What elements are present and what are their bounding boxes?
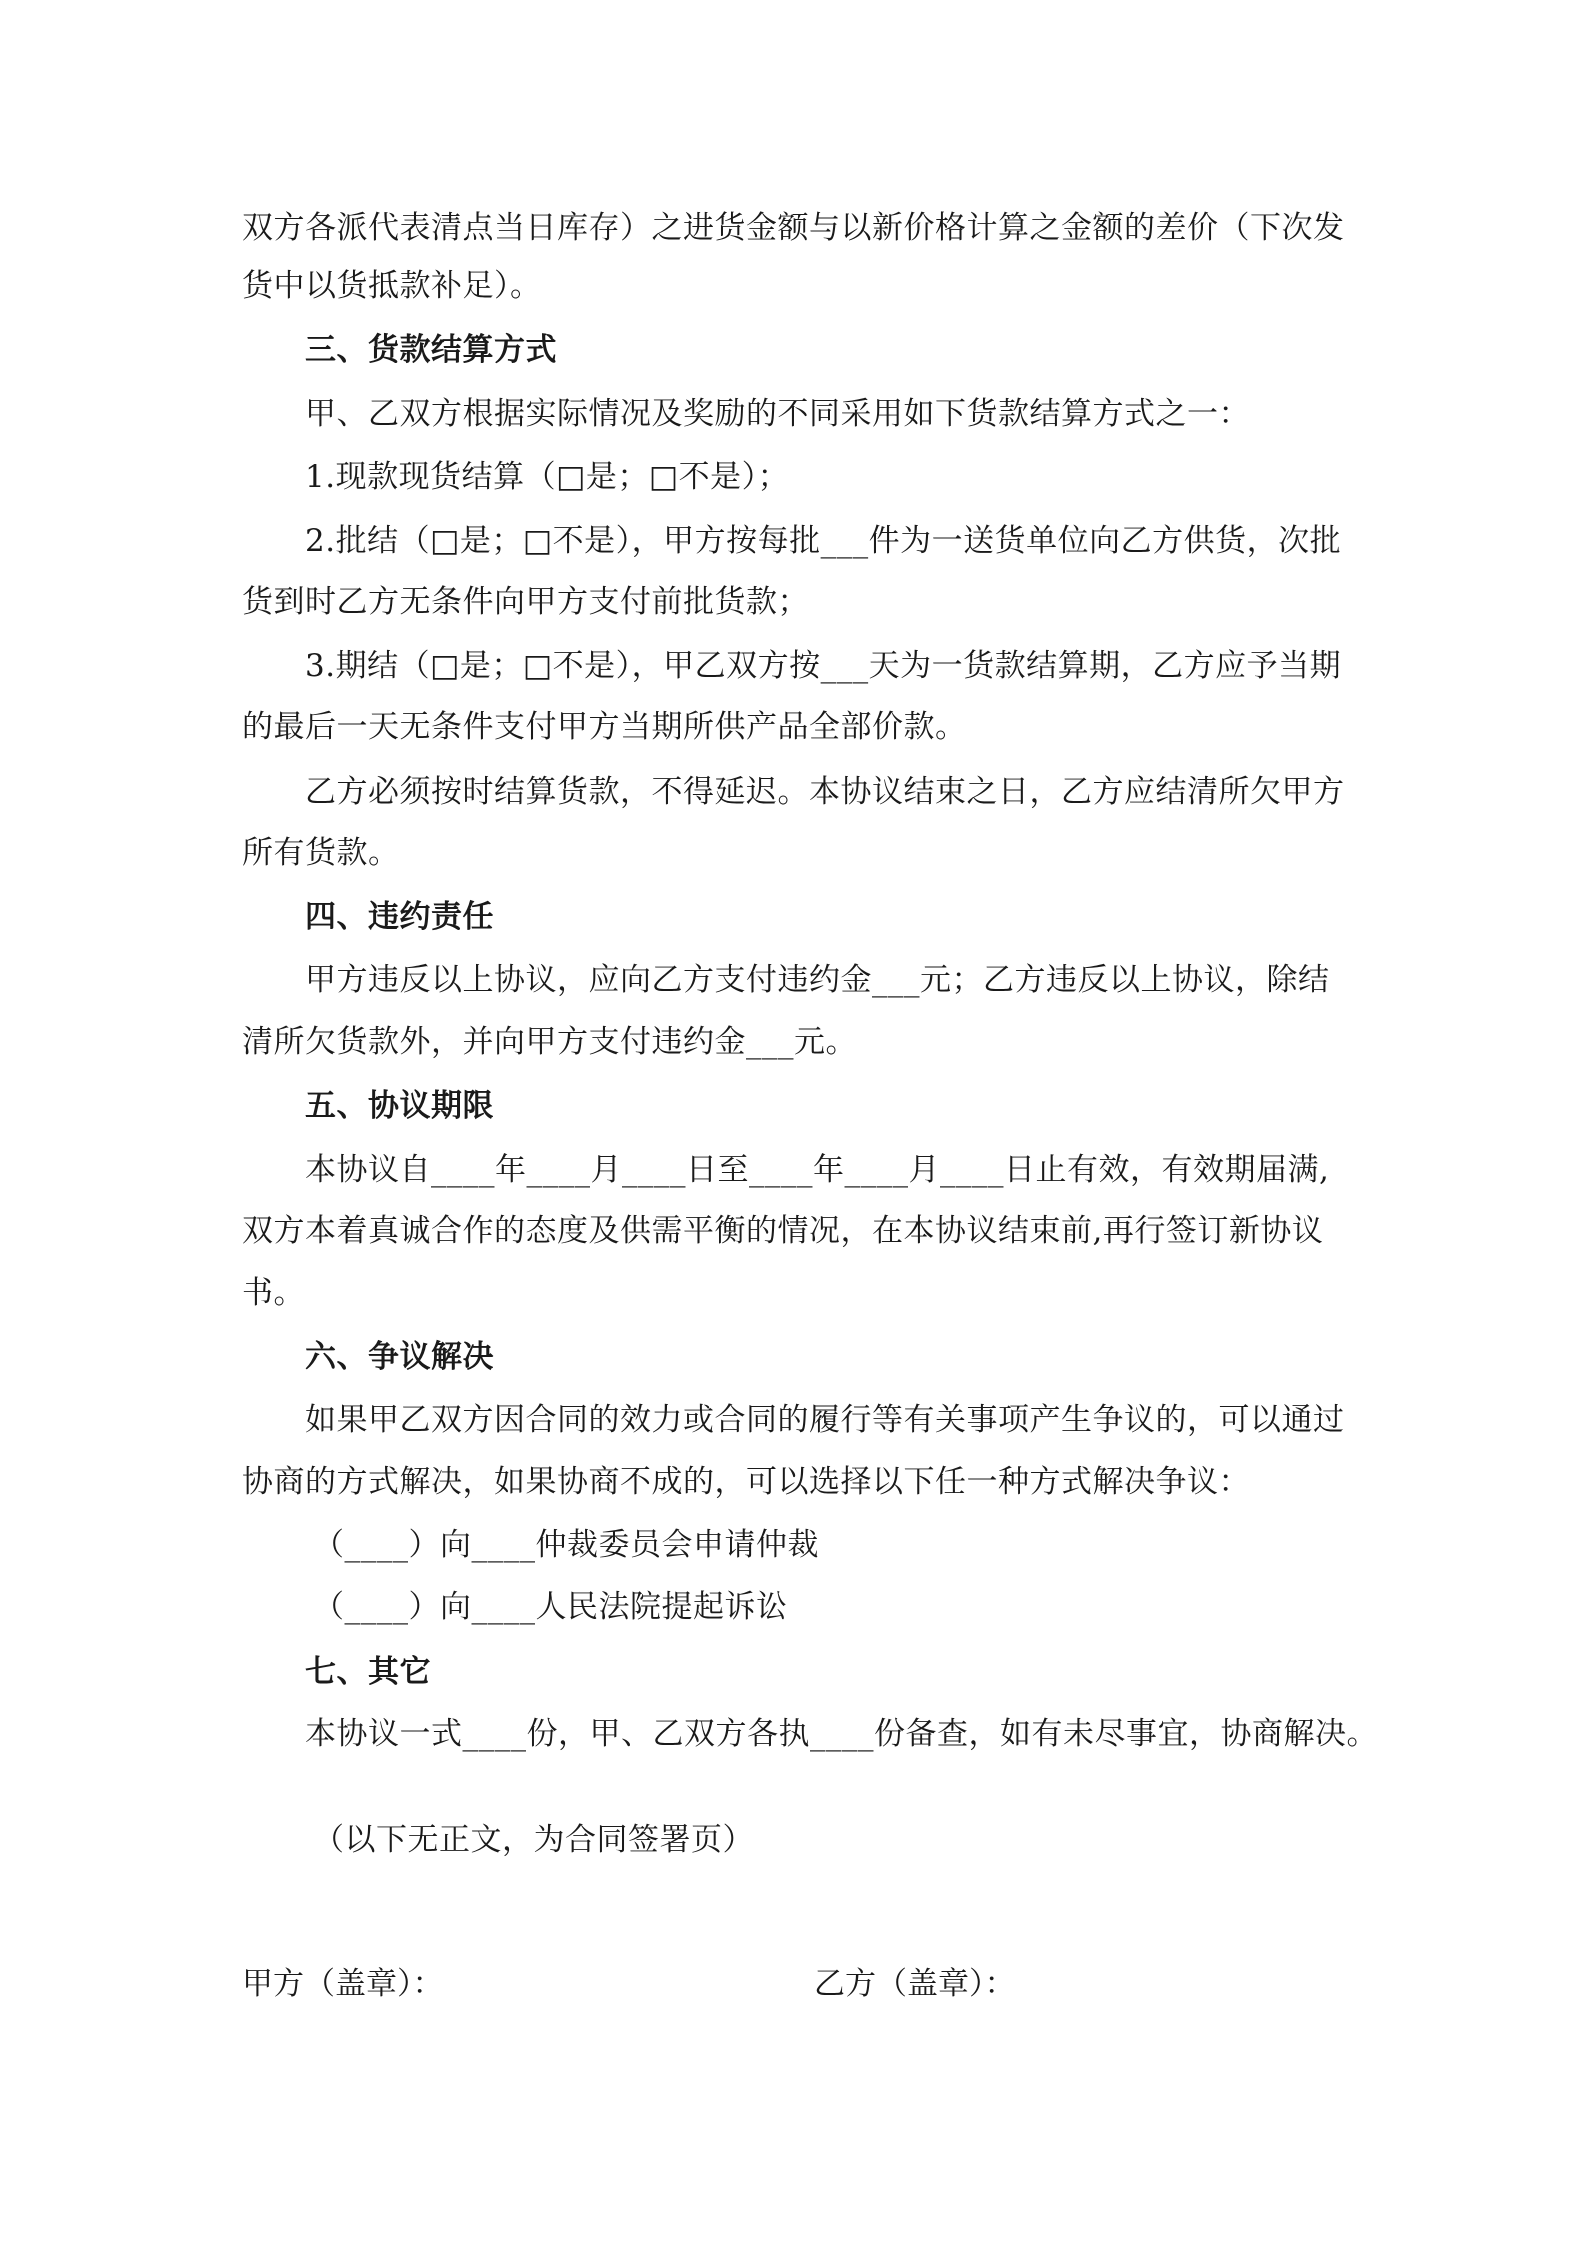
option-line: （____）向____仲裁委员会申请仲裁 [313,1527,819,1563]
party-a-seal-label: 甲方（盖章）： [242,1966,444,2002]
paragraph-line: 货到时乙方无条件向甲方支付前批货款； [242,584,809,620]
section-heading: 三、货款结算方式 [305,332,557,368]
paragraph-line: 甲方违反以上协议，应向乙方支付违约金___元；乙方违反以上协议，除结 [305,962,1330,998]
party-b-seal-label: 乙方（盖章）： [814,1966,1016,2002]
paragraph-line: 本协议自____年____月____日至____年____月____日止有效，有效期届满, [305,1152,1330,1188]
paragraph-line: 所有货款。 [242,835,400,871]
paragraph-line: 双方各派代表清点当日库存）之进货金额与以新价格计算之金额的差价（下次发 [242,210,1345,246]
paragraph-line: 如果甲乙双方因合同的效力或合同的履行等有关事项产生争议的，可以通过 [305,1402,1345,1438]
paragraph-line: 1.现款现货结算（□是；□不是）； [305,459,790,495]
paragraph-line: 书。 [242,1275,305,1311]
section-heading: 四、违约责任 [305,899,494,935]
paragraph-line: 本协议一式____份，甲、乙双方各执____份备查，如有未尽事宜，协商解决。 [305,1716,1378,1752]
section-heading: 五、协议期限 [305,1088,494,1124]
paragraph-line: 3.期结（□是；□不是），甲乙双方按___天为一货款结算期，乙方应予当期 [305,648,1342,684]
paragraph-line: 乙方必须按时结算货款，不得延迟。本协议结束之日，乙方应结清所欠甲方 [305,774,1345,810]
paragraph-line: 协商的方式解决，如果协商不成的，可以选择以下任一种方式解决争议： [242,1464,1250,1500]
option-line: （____）向____人民法院提起诉讼 [313,1589,788,1625]
section-heading: 七、其它 [305,1654,431,1690]
no-more-text-note: （以下无正文，为合同签署页） [313,1822,754,1858]
paragraph-line: 的最后一天无条件支付甲方当期所供产品全部价款。 [242,709,967,745]
paragraph-line: 货中以货抵款补足）。 [242,268,542,304]
paragraph-line: 2.批结（□是；□不是），甲方按每批___件为一送货单位向乙方供货，次批 [305,523,1342,559]
section-heading: 六、争议解决 [305,1339,494,1375]
paragraph-line: 甲、乙双方根据实际情况及奖励的不同采用如下货款结算方式之一： [305,396,1250,432]
paragraph-line: 双方本着真诚合作的态度及供需平衡的情况，在本协议结束前,再行签订新协议 [242,1213,1324,1249]
paragraph-line: 清所欠货款外，并向甲方支付违约金___元。 [242,1024,857,1060]
